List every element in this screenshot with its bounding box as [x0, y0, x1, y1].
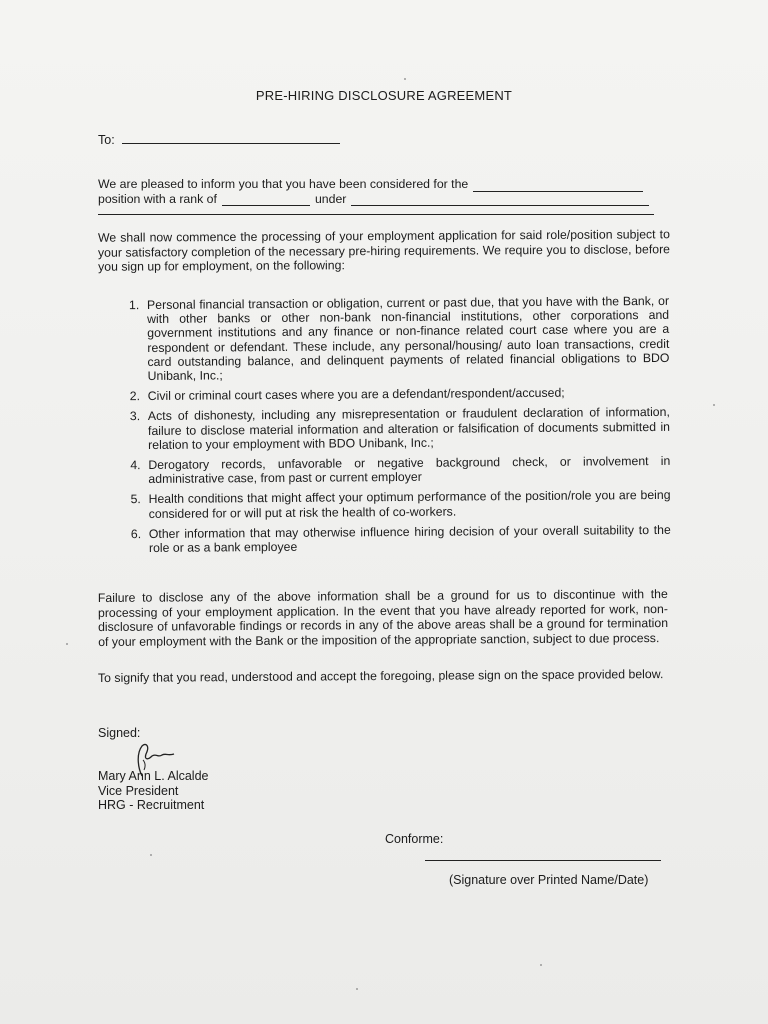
signify-paragraph: To signify that you read, understood and accept the foregoing, please sign on the space provided below. [97, 667, 664, 685]
scan-speck [404, 78, 406, 80]
signer-position: Vice President [98, 783, 179, 798]
to-label: To: [98, 133, 115, 147]
intro-line-2a: position with a rank of [98, 191, 217, 206]
list-item: 6. Other information that may otherwise influence hiring decision of your overall suitability to the role or as a bank employee [130, 522, 671, 556]
list-item: 1. Personal financial transaction or obligation, current or past due, that you have with the Bank, or with other banks or other non-bank non-financial institutions, other corporations and government institutions and any finance or non-finance related court case where you are a respondent or defendant. These include, any personal/housing/ auto loan transactions, credit card outstanding balance, and delinquent payments of related financial obligations to BDO Unibank, Inc.; [128, 293, 670, 383]
signer-department: HRG - Recruitment [98, 798, 205, 812]
to-field [98, 133, 340, 147]
list-item: 4. Derogatory records, unfavorable or negative background check, or involvement in administrative case, from past or current employer [130, 453, 671, 487]
intro-line-1: We are pleased to inform you that you have been considered for the [98, 177, 469, 191]
scan-speck [540, 964, 542, 966]
scan-speck [150, 854, 152, 856]
signed-label: Signed: [98, 726, 141, 740]
role-blank-line [473, 177, 643, 192]
scan-speck [713, 404, 715, 406]
conforme-label: Conforme: [385, 832, 444, 846]
scan-speck [356, 988, 358, 990]
scan-speck [66, 643, 68, 645]
signer-name: Mary Ann L. Alcalde [98, 769, 209, 783]
document-title: PRE-HIRING DISCLOSURE AGREEMENT [255, 88, 513, 103]
signature-caption: (Signature over Printed Name/Date) [449, 873, 649, 887]
list-item: 5. Health conditions that might affect your optimum performance of the position/role you are being considered for or will put at risk the health of co-workers. [130, 488, 671, 521]
to-blank-line [122, 143, 340, 144]
signer-block [98, 769, 208, 813]
commence-paragraph: We shall now commence the processing of your employment application for said role/position subject to your satisfactory completion of the necessary pre-hiring requirements. We require you to disclose, before you sign up for employment, on the following: [97, 227, 671, 274]
list-item: 2. Civil or criminal court cases where you are a defendant/respondent/accused; [129, 385, 565, 404]
continuation-blank-line [98, 206, 654, 215]
under-blank-line [351, 192, 649, 207]
signature-line [425, 860, 661, 861]
disclosure-list [129, 294, 671, 561]
intro-line-2b: under [314, 191, 347, 206]
list-item: 3. Acts of dishonesty, including any misrepresentation or fraudulent declaration of information, failure to disclose material information and alteration or falsification of documents submitted in relation to your employment with BDO Unibank, Inc.; [129, 405, 671, 452]
rank-blank-line [222, 192, 310, 207]
failure-paragraph: Failure to disclose any of the above information shall be a ground for us to discontinue with the processing of your employment application. In the event that you have already reported for work, non-disclosure of unfavorable findings or records in any of the above areas shall be a ground for termination of your employment with the Bank or the imposition of the appropriate sanction, subject to due process. [97, 587, 669, 649]
intro-paragraph [98, 177, 658, 215]
